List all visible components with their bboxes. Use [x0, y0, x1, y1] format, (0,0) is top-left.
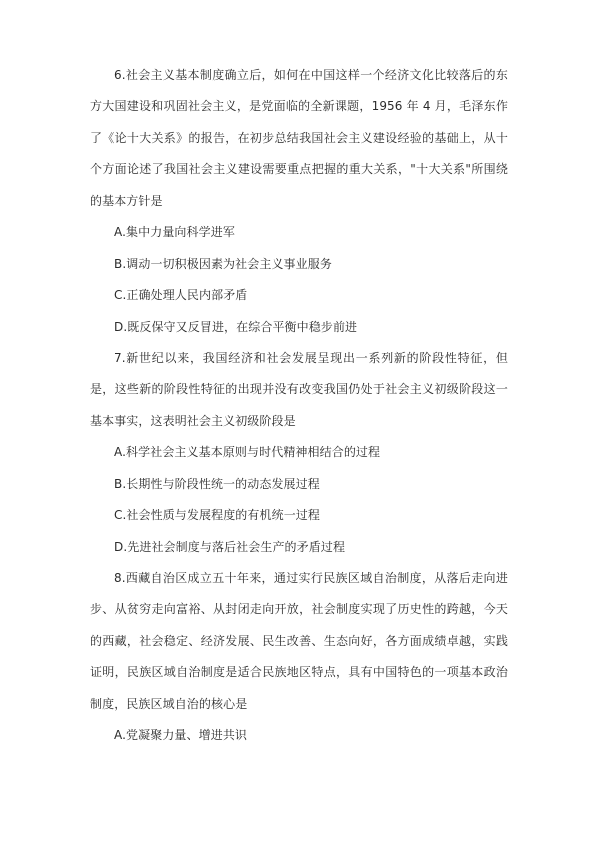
q8-stem-line-3: 的西藏，社会稳定、经济发展、民生改善、生态向好，各方面成绩卓越，实践 [90, 633, 508, 648]
q6-option-c: C.正确处理人民内部矛盾 [114, 288, 248, 303]
q8-option-a: A.党凝聚力量、增进共识 [114, 728, 248, 743]
q8-stem-line-2: 步、从贫穷走向富裕、从封闭走向开放，社会制度实现了历史性的跨越，今天 [90, 602, 508, 617]
q7-option-a: A.科学社会主义基本原则与时代精神相结合的过程 [114, 445, 381, 460]
q6-stem-line-1: 6.社会主义基本制度确立后，如何在中国这样一个经济文化比较落后的东 [114, 68, 508, 82]
q7-stem-line-1: 7.新世纪以来，我国经济和社会发展呈现出一系列新的阶段性特征，但 [114, 350, 508, 365]
q7-option-c: C.社会性质与发展程度的有机统一过程 [114, 508, 320, 523]
q7-option-d: D.先进社会制度与落后社会生产的矛盾过程 [114, 539, 346, 554]
q7-option-b: B.长期性与阶段性统一的动态发展过程 [114, 476, 320, 491]
q8-stem-line-5: 制度，民族区域自治的核心是 [90, 696, 248, 711]
q6-stem-line-5: 的基本方针是 [90, 193, 163, 208]
q8-stem-line-4: 证明，民族区域自治制度是适合民族地区特点，具有中国特色的一项基本政治 [90, 665, 508, 680]
q6-stem-line-3: 了《论十大关系》的报告，在初步总结我国社会主义建设经验的基础上，从十 [90, 130, 508, 145]
q6-option-b: B.调动一切积极因素为社会主义事业服务 [114, 256, 332, 271]
q8-stem-line-1: 8.西藏自治区成立五十年来，通过实行民族区域自治制度，从落后走向进 [114, 571, 508, 585]
q7-stem-line-2: 是，这些新的阶段性特征的出现并没有改变我国仍处于社会主义初级阶段这一 [90, 382, 508, 397]
q6-option-a: A.集中力量向科学进军 [114, 225, 235, 240]
q6-option-d: D.既反保守又反冒进，在综合平衡中稳步前进 [114, 319, 358, 334]
q6-stem-line-2: 方大国建设和巩固社会主义，是党面临的全新课题，1956 年 4 月，毛泽东作 [90, 99, 508, 114]
q7-stem-line-3: 基本事实，这表明社会主义初级阶段是 [90, 413, 296, 428]
document-body [90, 60, 508, 752]
q6-stem-line-4: 个方面论述了我国社会主义建设需要重点把握的重大关系，"十大关系"所围绕 [90, 162, 508, 177]
